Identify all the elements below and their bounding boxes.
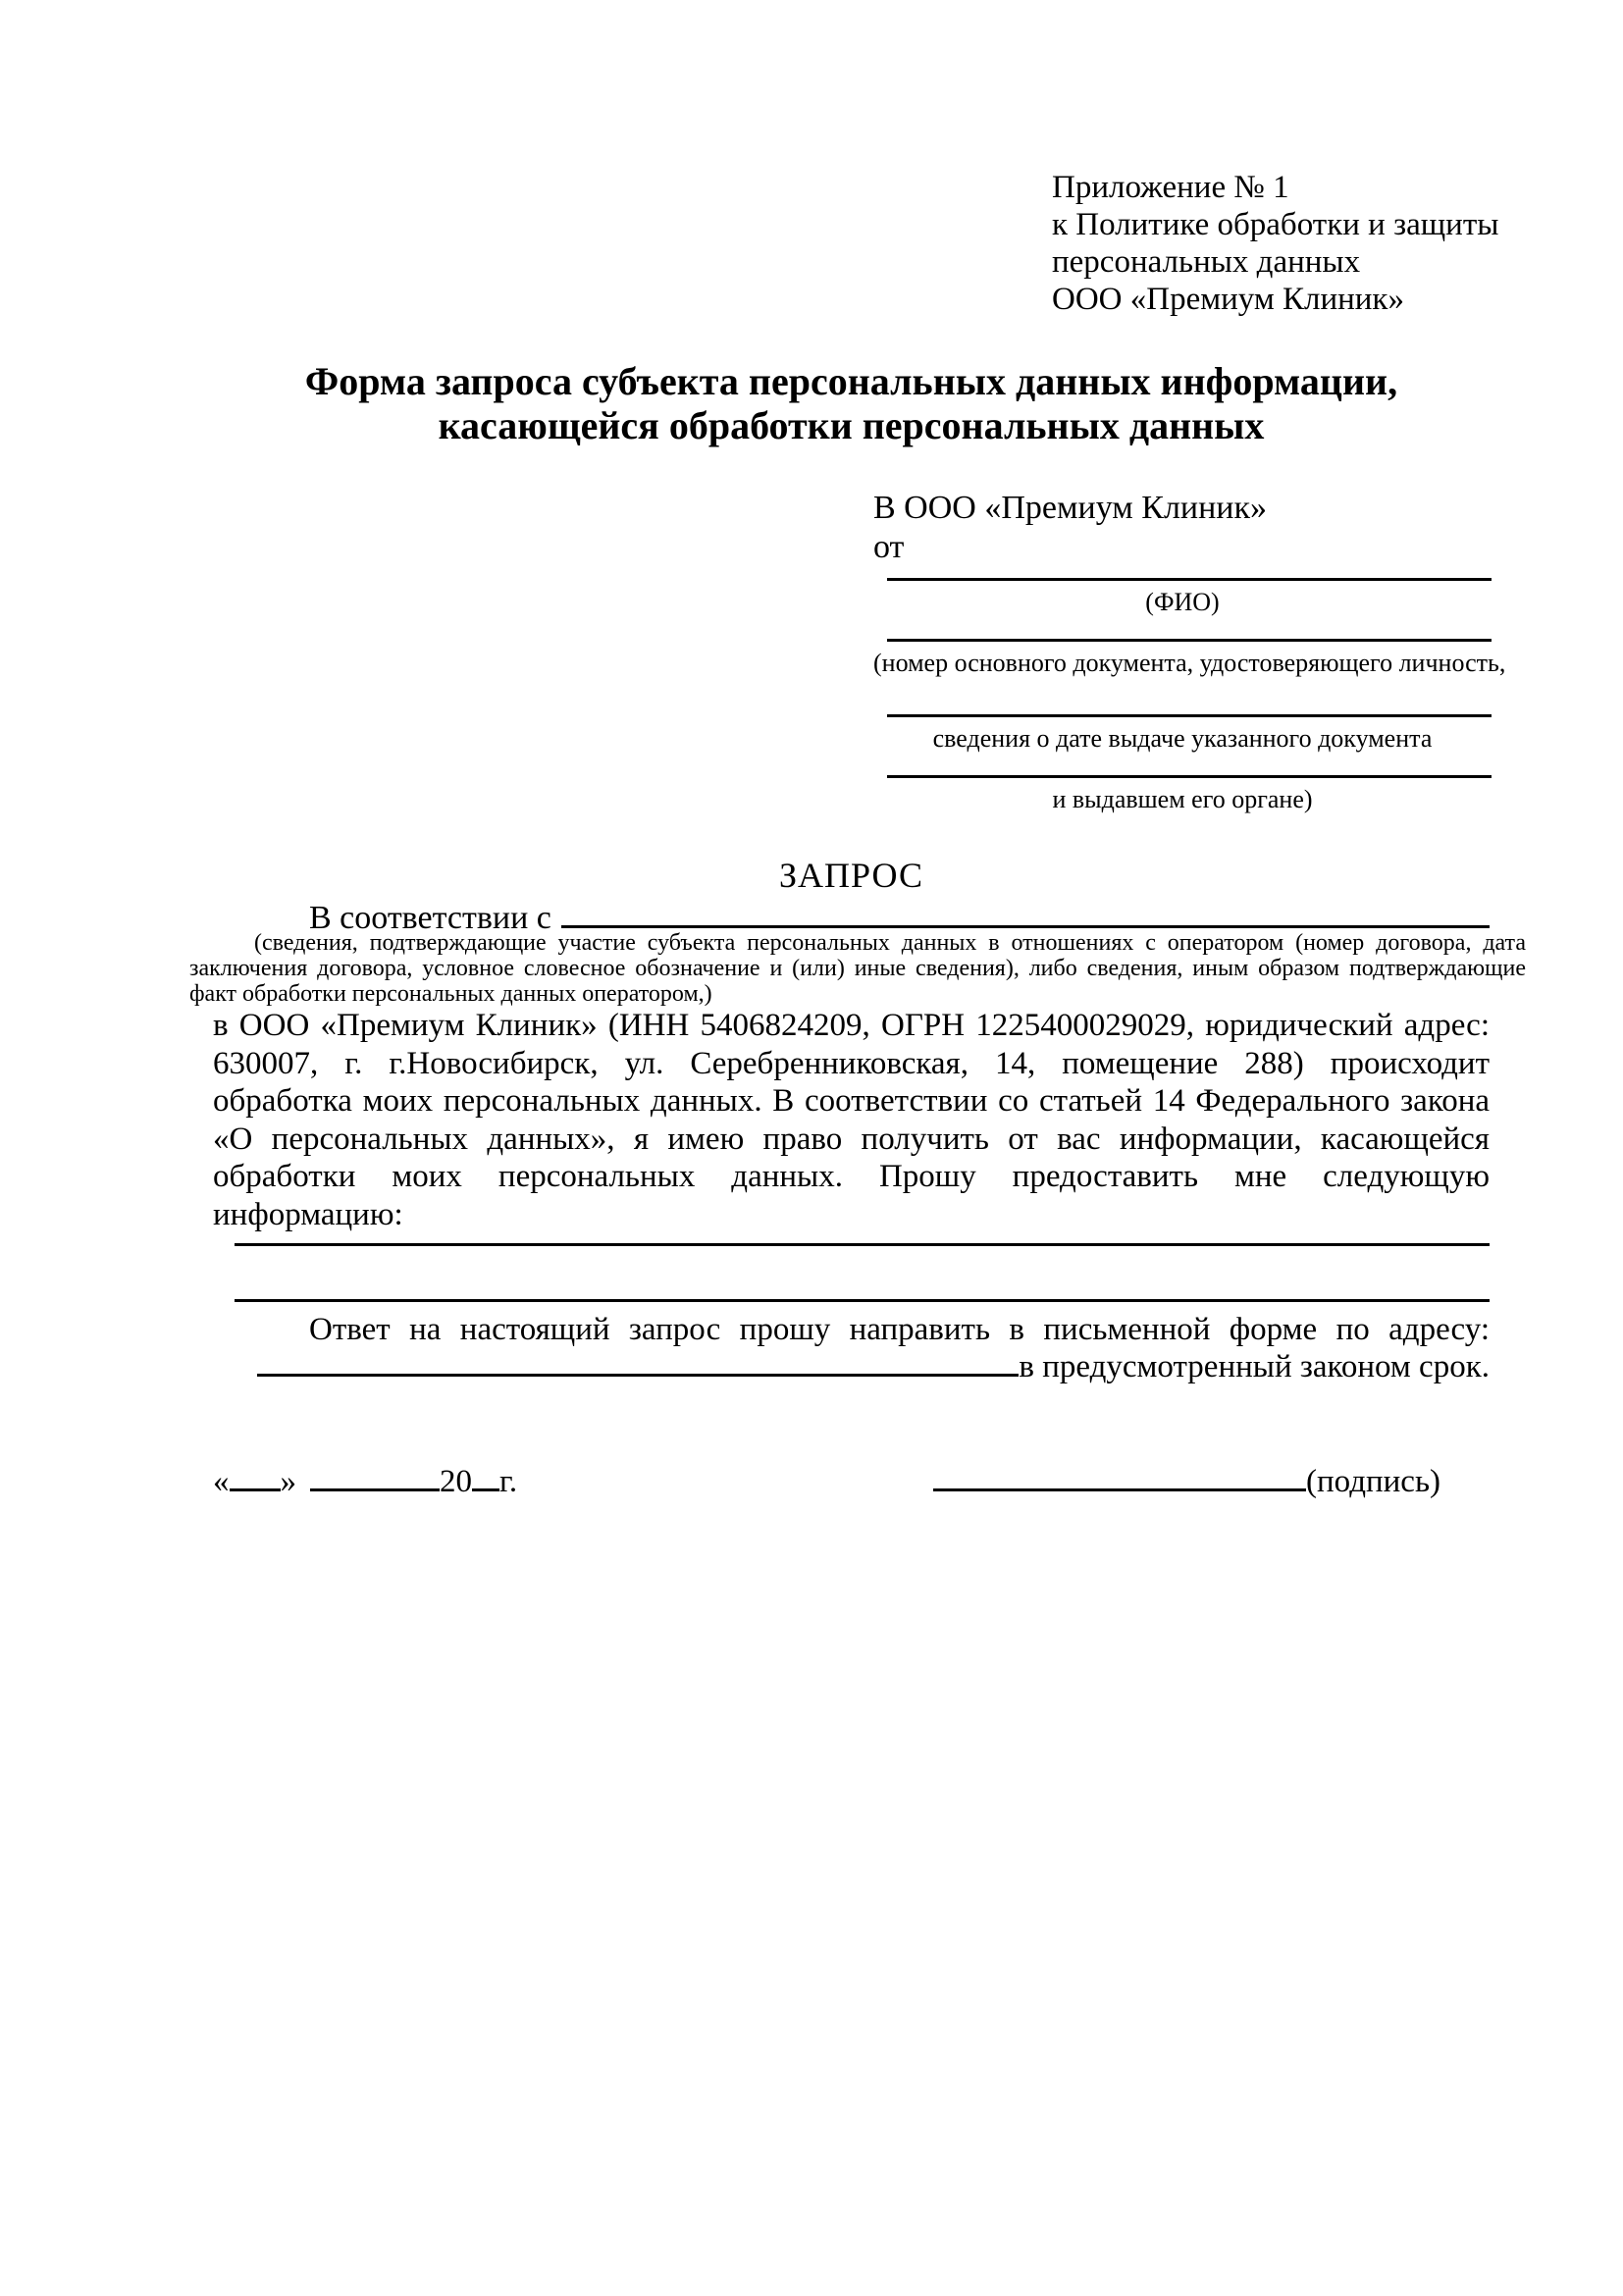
deadline-text: в предусмотренный законом срок. (1019, 1349, 1490, 1384)
fio-caption: (ФИО) (1145, 588, 1220, 616)
date-month-blank (310, 1487, 440, 1491)
appendix-header-line: к Политике обработки и защиты (1052, 207, 1499, 242)
fio-blank-line (887, 578, 1492, 581)
answer-sentence: Ответ на настоящий запрос прошу направить в письменной форме по адресу: (309, 1312, 1490, 1347)
appendix-header (1052, 169, 1498, 318)
date-year-prefix: 20 (440, 1464, 472, 1499)
addressee-block (873, 489, 1506, 814)
document-number-caption: (номер основного документа, удостоверяющего личность, (873, 649, 1506, 677)
accordance-blank-line (561, 925, 1490, 928)
addressee-to: В ООО «Премиум Клиник» (873, 490, 1268, 526)
page-title-line: Форма запроса субъекта персональных данных информации, (304, 359, 1398, 403)
date-close-quote: » (280, 1464, 296, 1499)
date-year-suffix: г. (499, 1464, 518, 1499)
issue-date-caption: сведения о дате выдаче указанного документа (932, 724, 1433, 753)
issue-date-blank-line (887, 714, 1492, 717)
issuing-authority-blank-line (887, 775, 1492, 778)
footer-row (213, 1462, 1490, 1501)
document-number-blank-line (887, 639, 1492, 642)
fine-print-note: (сведения, подтверждающие участие субъекта персональных данных в отношениях с оператором (номер договора, дата заключения договора, условное словесное обозначение и (или) иные сведения), либо сведения, иным образом подтверждающие факт обработки персональных данных оператором,) (189, 930, 1526, 1007)
address-blank-line (257, 1374, 1019, 1377)
date-day-blank (230, 1487, 281, 1491)
date-year-blank (472, 1487, 499, 1491)
date-open-quote: « (213, 1464, 230, 1499)
date-field (213, 1462, 517, 1501)
addressee-from: от (873, 529, 905, 565)
appendix-header-line: персональных данных (1052, 244, 1361, 280)
signature-blank-line (933, 1487, 1306, 1491)
address-row (257, 1348, 1490, 1386)
page-title-line: касающейся обработки персональных данных (438, 403, 1265, 447)
appendix-header-line: Приложение № 1 (1052, 170, 1289, 205)
page-title (213, 359, 1490, 447)
information-blank-line-1 (235, 1243, 1490, 1246)
appendix-header-line: ООО «Премиум Клиник» (1052, 282, 1404, 317)
request-body-paragraph: в ООО «Премиум Клиник» (ИНН 5406824209, ОГРН 1225400029029, юридический адрес: 630007, г. г.Новосибирск, ул. Серебренниковская, 14, помещение 288) происходит обработка моих персональных данных. В соответствии со статьей 14 Федерального закона «О персональных данных», я имею право получить от вас информации, касающейся обработки моих персональных данных. Прошу предоставить мне следующую информацию: (213, 1008, 1490, 1232)
issuing-authority-caption: и выдавшем его органе) (1052, 785, 1313, 813)
accordance-label: В соответствии с (309, 900, 551, 936)
information-blank-line-2 (235, 1299, 1490, 1302)
request-heading: ЗАПРОС (779, 856, 923, 895)
signature-field (933, 1462, 1440, 1501)
signature-caption: (подпись) (1306, 1464, 1440, 1499)
